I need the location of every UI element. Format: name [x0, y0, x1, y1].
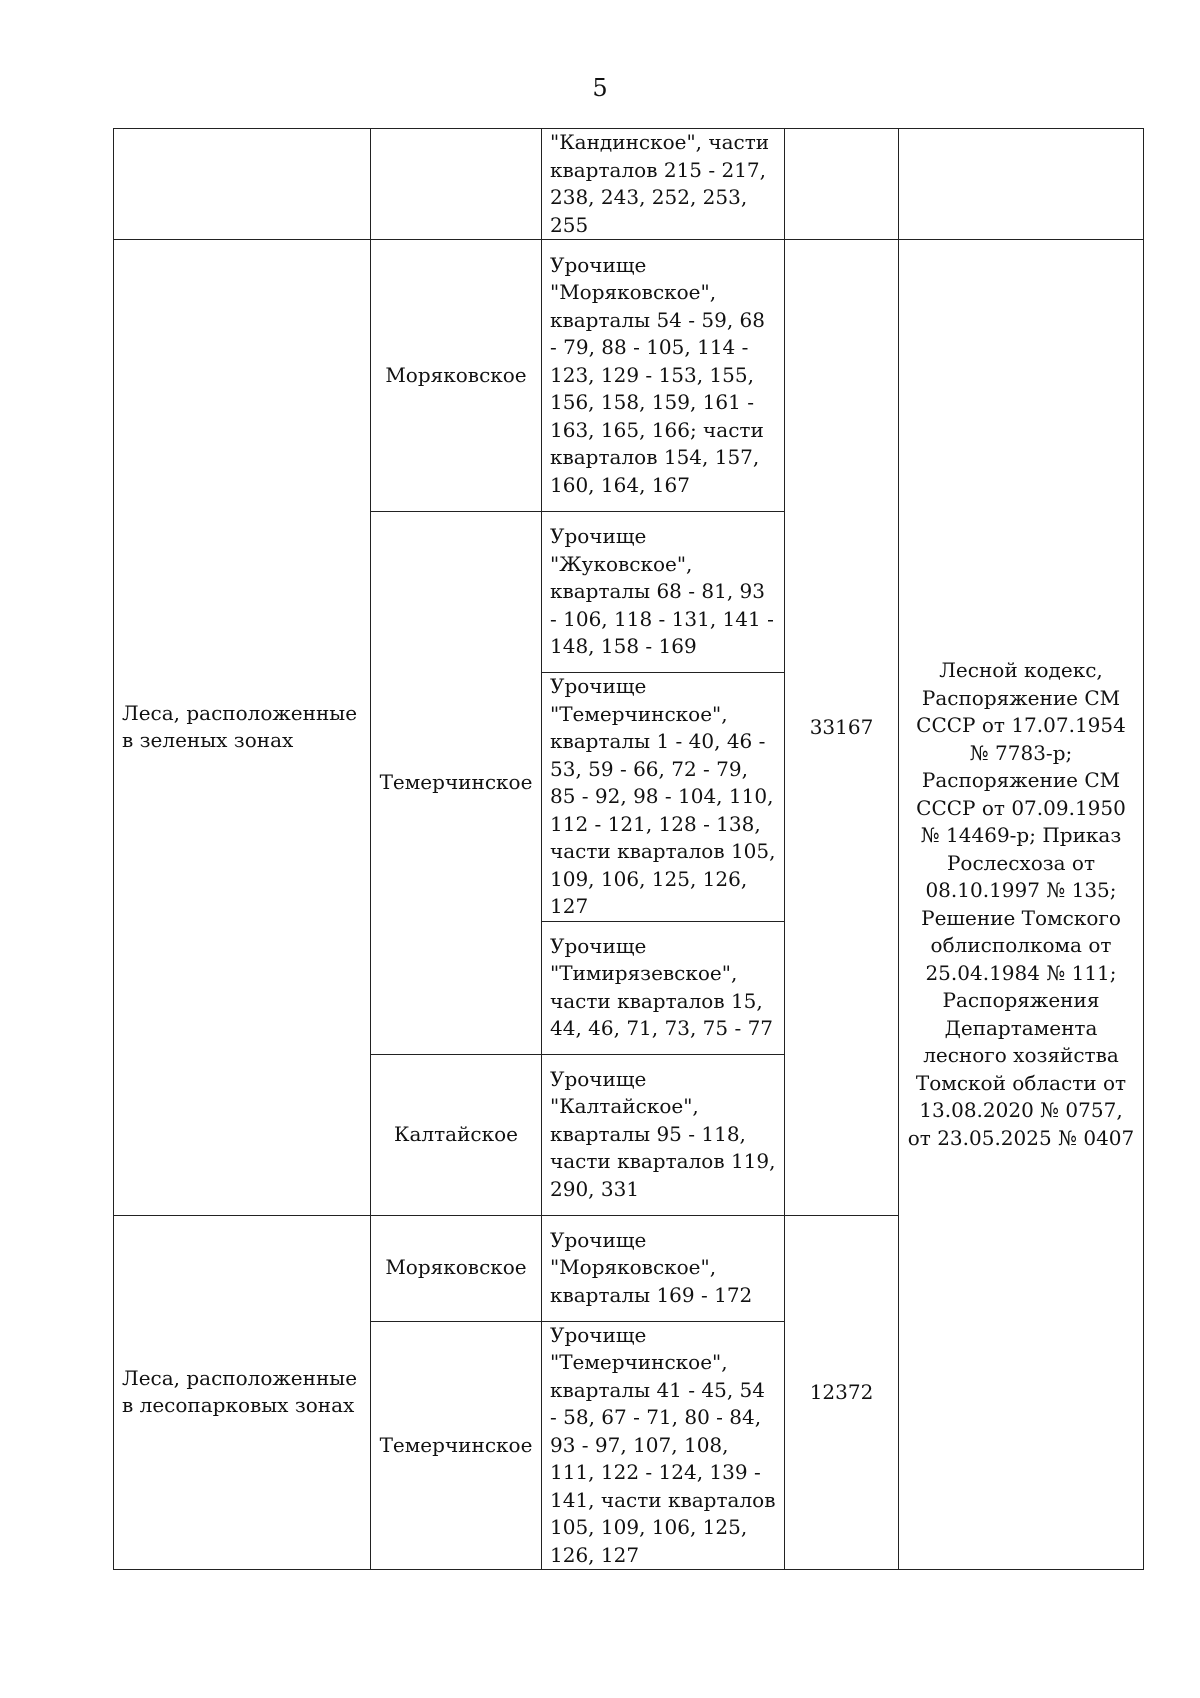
- forestry-cell: [371, 129, 542, 240]
- forestry-cell: Моряковское: [371, 240, 542, 512]
- description-cell: Урочище "Моряковское", кварталы 54 - 59, 68 - 79, 88 - 105, 114 - 123, 129 - 153, 155, 156, 158, 159, 161 - 163, 165, 166; части кварталов 154, 157, 160, 164, 167: [542, 240, 785, 512]
- forestry-cell: Темерчинское: [371, 512, 542, 1055]
- protective-forests-table: [113, 128, 1144, 1570]
- category-cell: Леса, расположенные в зеленых зонах: [114, 240, 371, 1216]
- forestry-cell: Темерчинское: [371, 1321, 542, 1570]
- area-cell: 12372: [785, 1215, 899, 1570]
- area-cell: 33167: [785, 240, 899, 1216]
- description-cell: Урочище "Темерчинское", кварталы 1 - 40, 46 - 53, 59 - 66, 72 - 79, 85 - 92, 98 - 104, 110, 112 - 121, 128 - 138, части кварталов 105, 109, 106, 125, 126, 127: [542, 673, 785, 922]
- description-cell: "Кандинское", части кварталов 215 - 217, 238, 243, 252, 253, 255: [542, 129, 785, 240]
- description-cell: Урочище "Темерчинское", кварталы 41 - 45, 54 - 58, 67 - 71, 80 - 84, 93 - 97, 107, 108, 111, 122 - 124, 139 - 141, части кварталов 105, 109, 106, 125, 126, 127: [542, 1321, 785, 1570]
- page-number: 5: [592, 74, 608, 102]
- description-cell: Урочище "Моряковское", кварталы 169 - 172: [542, 1215, 785, 1321]
- description-cell: Урочище "Калтайское", кварталы 95 - 118, части кварталов 119, 290, 331: [542, 1054, 785, 1215]
- table-row: [114, 240, 1144, 512]
- description-cell: Урочище "Жуковское", кварталы 68 - 81, 93 - 106, 118 - 131, 141 - 148, 158 - 169: [542, 512, 785, 673]
- table-row: [114, 129, 1144, 240]
- area-cell: [785, 129, 899, 240]
- category-cell: [114, 129, 371, 240]
- forestry-cell: Калтайское: [371, 1054, 542, 1215]
- description-cell: Урочище "Тимирязевское", части кварталов 15, 44, 46, 71, 73, 75 - 77: [542, 921, 785, 1054]
- category-cell: Леса, расположенные в лесопарковых зонах: [114, 1215, 371, 1570]
- forestry-cell: Моряковское: [371, 1215, 542, 1321]
- legal-basis-cell: [899, 129, 1144, 240]
- legal-basis-cell: Лесной кодекс, Распоряжение СМ СССР от 17.07.1954 № 7783-р; Распоряжение СМ СССР от 07.09.1950 № 14469-р; Приказ Рослесхоза от 08.10.1997 № 135; Решение Томского облисполкома от 25.04.1984 № 111; Распоряжения Департамента лесного хозяйства Томской области от 13.08.2020 № 0757, от 23.05.2025 № 0407: [899, 240, 1144, 1570]
